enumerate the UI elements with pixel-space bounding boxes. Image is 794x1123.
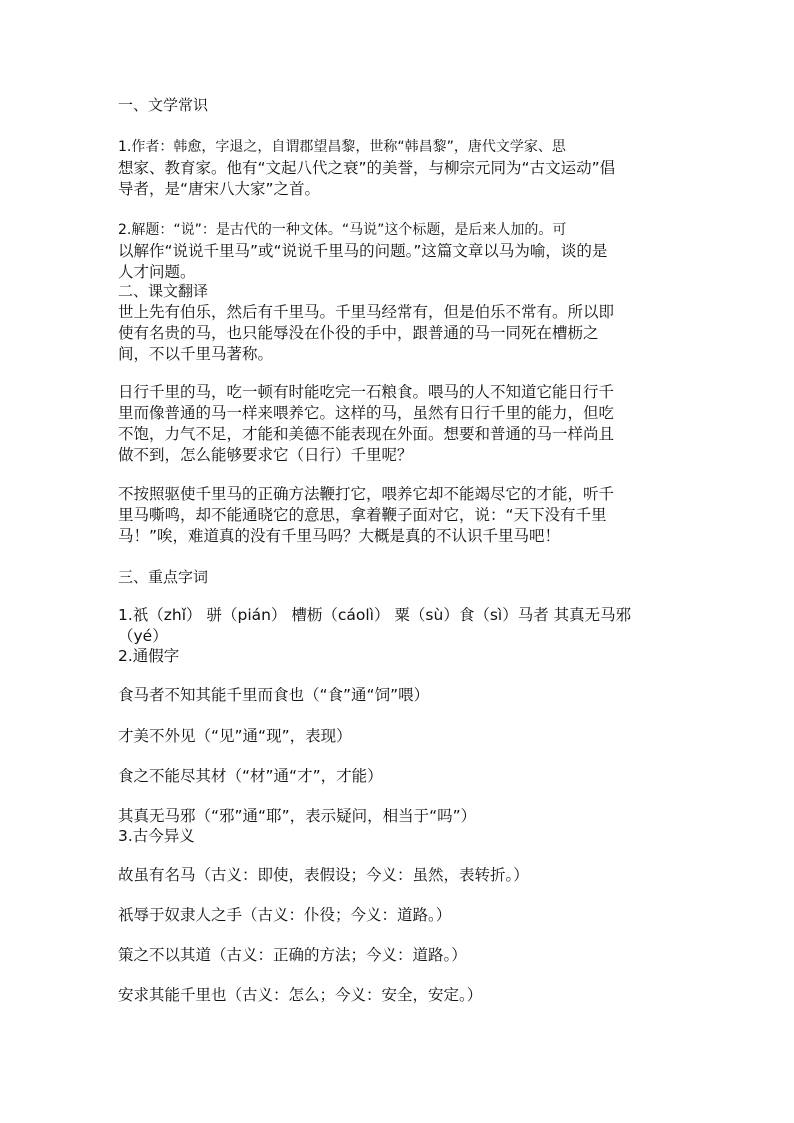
- subheading-ancient-modern-meanings: 3.古今异义: [118, 827, 195, 845]
- translation-p1-line-2: 使有名贵的马，也只能辱没在仆役的手中，跟普通的马一同死在槽枥之: [118, 324, 599, 342]
- pronunciation-line-2: （yé）: [118, 627, 168, 645]
- translation-p1-line-3: 间，不以千里马著称。: [118, 345, 274, 363]
- title-explanation-line-1: 2.解题：“说”：是古代的一种文体。“马说”这个标题，是后来人加的。可: [118, 222, 567, 238]
- section-heading-literary-knowledge: 一、文学常识: [118, 96, 209, 114]
- translation-p2-line-3: 不饱，力气不足，才能和美德不能表现在外面。想要和普通的马一样尚且: [118, 425, 615, 443]
- translation-p2-line-2: 里而像普通的马一样来喂养它。这样的马，虽然有日行千里的能力，但吃: [118, 404, 615, 422]
- author-line-1: 1.作者：韩愈，字退之，自谓郡望昌黎，世称“韩昌黎”，唐代文学家、思: [118, 139, 566, 155]
- translation-p2-line-4: 做不到，怎么能够要求它（日行）千里呢？: [118, 446, 413, 464]
- translation-p3-line-1: 不按照驱使千里马的正确方法鞭打它，喂养它却不能竭尽它的才能，听千: [118, 485, 615, 503]
- translation-p2-line-1: 日行千里的马，吃一顿有时能吃完一石粮食。喂马的人不知道它能日行千: [118, 383, 615, 401]
- meaning-entry-3: 策之不以其道（古义：正确的方法；今义：道路。）: [118, 946, 467, 964]
- meaning-entry-1: 故虽有名马（古义：即使，表假设；今义：虽然，表转折。）: [118, 866, 529, 884]
- section-heading-translation: 二、课文翻译: [118, 282, 209, 300]
- meaning-entry-2: 祇辱于奴隶人之手（古义：仆役；今义：道路。）: [118, 906, 452, 924]
- title-explanation-line-3: 人才问题。: [118, 263, 196, 281]
- pronunciation-line-1: 1.祇（zhǐ） 骈（pián） 槽枥（cáolì） 粟（sù）食（sì）马者 其真无马邪: [118, 606, 632, 624]
- interchangeable-entry-2: 才美不外见（“见”通“现”，表现）: [118, 727, 352, 745]
- interchangeable-entry-4: 其真无马邪（“邪”通“耶”，表示疑问，相当于“吗”）: [118, 807, 477, 825]
- translation-p1-line-1: 世上先有伯乐，然后有千里马。千里马经常有，但是伯乐不常有。所以即: [118, 303, 615, 321]
- author-line-3: 导者，是“唐宋八大家”之首。: [118, 180, 321, 198]
- section-heading-key-words: 三、重点字词: [118, 568, 209, 586]
- meaning-entry-4: 安求其能千里也（古义：怎么；今义：安全，安定。）: [118, 986, 483, 1004]
- interchangeable-entry-3: 食之不能尽其材（“材”通“才”，才能）: [118, 767, 383, 785]
- author-line-2: 想家、教育家。他有“文起八代之衰”的美誉，与柳宗元同为“古文运动”倡: [118, 159, 616, 177]
- title-explanation-line-2: 以解作“说说千里马”或“说说千里马的问题。”这篇文章以马为喻，谈的是: [118, 242, 608, 260]
- interchangeable-entry-1: 食马者不知其能千里而食也（“食”通“饲”喂）: [118, 686, 430, 704]
- translation-p3-line-3: 马！”唉，难道真的没有千里马吗？大概是真的不认识千里马吧！: [118, 527, 561, 545]
- subheading-interchangeable-chars: 2.通假字: [118, 647, 180, 665]
- translation-p3-line-2: 里马嘶鸣，却不能通晓它的意思，拿着鞭子面对它，说：“天下没有千里: [118, 506, 607, 524]
